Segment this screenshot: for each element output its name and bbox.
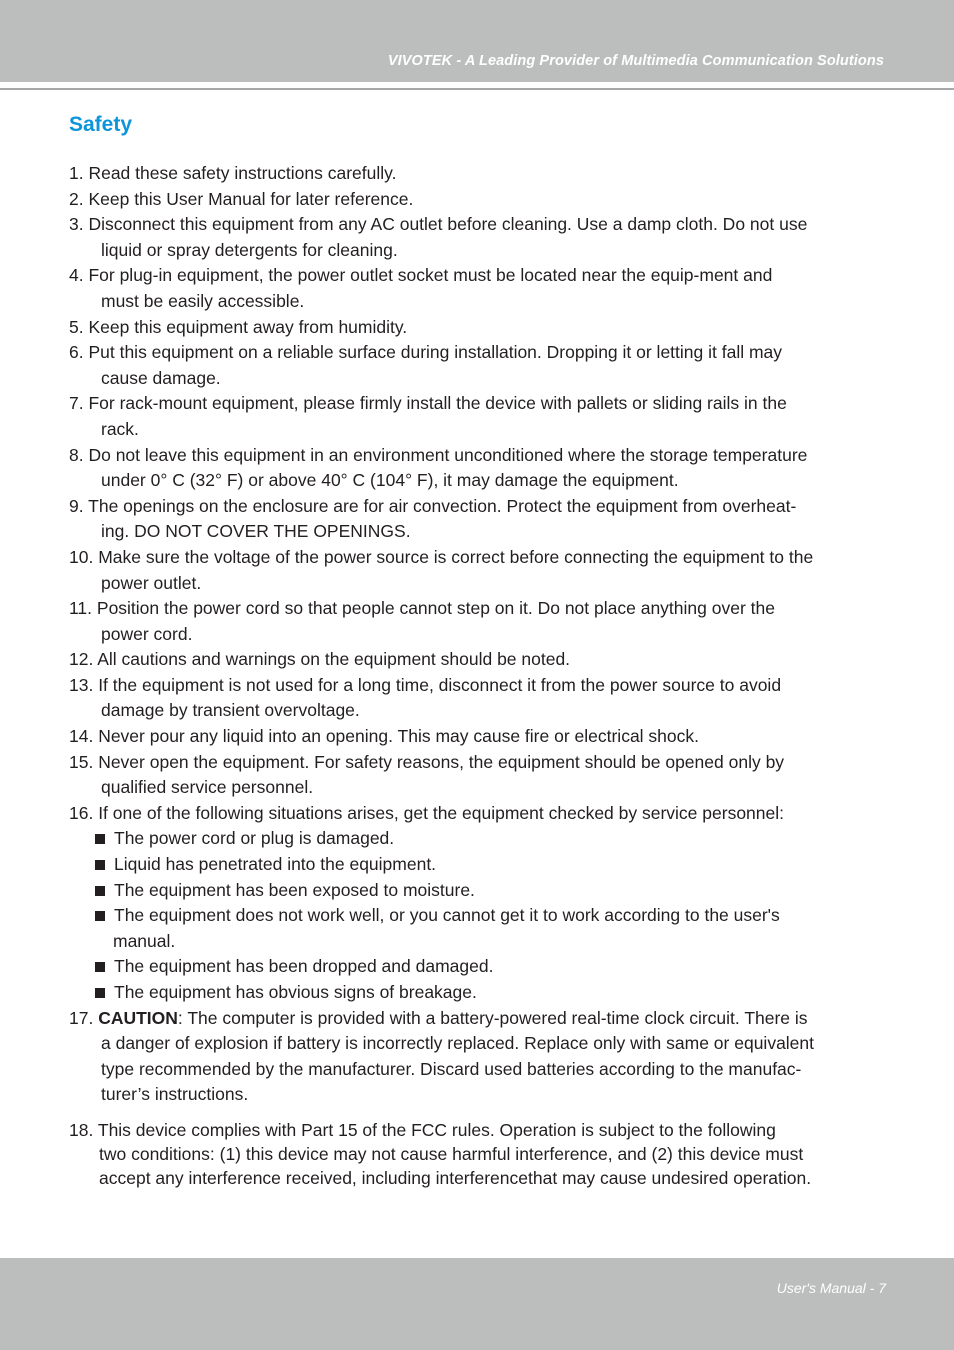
safety-item-1 — [69, 161, 899, 187]
safety-item-13 — [69, 673, 899, 724]
item-line-continued: qualified service personnel. — [101, 777, 314, 798]
safety-list — [69, 161, 899, 1191]
safety-item-3 — [69, 212, 899, 263]
situation-item — [69, 852, 899, 878]
square-bullet-icon — [95, 860, 105, 870]
item-number: 17. — [69, 1007, 94, 1028]
item-line-continued: ing. DO NOT COVER THE OPENINGS. — [101, 521, 411, 542]
item-line: 10. Make sure the voltage of the power source is correct before connecting the equipment to the — [69, 546, 814, 567]
item-line: 12. All cautions and warnings on the equipment should be noted. — [69, 649, 571, 670]
item-line: 15. Never open the equipment. For safety reasons, the equipment should be opened only by — [69, 751, 785, 772]
caution-text: : The computer is provided with a battery-powered real-time clock circuit. There is — [177, 1007, 808, 1028]
safety-item-6 — [69, 340, 899, 391]
safety-item-4 — [69, 263, 899, 314]
item-line: 9. The openings on the enclosure are for air convection. Protect the equipment from overheat- — [69, 495, 797, 516]
situation-item — [69, 980, 899, 1006]
header-divider — [0, 88, 954, 90]
item-line-continued: under 0° C (32° F) or above 40° C (104° F), it may damage the equipment. — [101, 470, 679, 491]
situation-text: The power cord or plug is damaged. — [114, 828, 395, 849]
item-line-continued: cause damage. — [101, 367, 221, 388]
safety-item-12 — [69, 647, 899, 673]
item-line: 8. Do not leave this equipment in an environment unconditioned where the storage temperature — [69, 444, 808, 465]
safety-item-10 — [69, 545, 899, 596]
situation-text: The equipment has obvious signs of breakage. — [114, 982, 477, 1002]
page-title: Safety — [69, 113, 133, 136]
square-bullet-icon — [95, 886, 105, 896]
situation-item — [69, 878, 899, 904]
item-line: 2. Keep this User Manual for later reference. — [69, 188, 414, 209]
caution-label: CAUTION — [98, 1007, 178, 1028]
safety-item-17 — [69, 1006, 899, 1108]
situation-item — [69, 826, 899, 852]
item-line-continued: damage by transient overvoltage. — [101, 700, 360, 721]
item-line-continued: must be easily accessible. — [101, 290, 305, 311]
page-number: User's Manual - 7 — [776, 1280, 886, 1296]
situation-item — [69, 903, 899, 954]
safety-item-14 — [69, 724, 899, 750]
square-bullet-icon — [95, 834, 105, 844]
item-line-continued: type recommended by the manufacturer. Discard used batteries according to the manufac- — [101, 1058, 802, 1079]
situation-text-continued: manual. — [113, 930, 176, 951]
situation-text: The equipment has been dropped and damaged. — [114, 956, 494, 977]
safety-item-16 — [69, 801, 899, 827]
item-line: 5. Keep this equipment away from humidity. — [69, 316, 408, 337]
item-line: 7. For rack-mount equipment, please firmly install the device with pallets or sliding rails in the — [69, 393, 787, 414]
situation-text: The equipment has been exposed to moisture. — [114, 879, 475, 900]
safety-item-18 — [69, 1118, 899, 1191]
item-line: 4. For plug-in equipment, the power outlet socket must be located near the equip-ment and — [69, 265, 773, 286]
item-line-continued: two conditions: (1) this device may not cause harmful interference, and (2) this device must — [99, 1144, 804, 1165]
item-line-continued: power cord. — [101, 623, 193, 644]
situation-item — [69, 954, 899, 980]
square-bullet-icon — [95, 911, 105, 921]
item-line-continued: a danger of explosion if battery is incorrectly replaced. Replace only with same or equivalent — [101, 1033, 815, 1054]
footer-band — [0, 1258, 954, 1350]
safety-item-11 — [69, 596, 899, 647]
item-line: 18. This device complies with Part 15 of the FCC rules. Operation is subject to the following — [69, 1119, 776, 1140]
item-line: 13. If the equipment is not used for a long time, disconnect it from the power source to avoid — [69, 674, 782, 695]
square-bullet-icon — [95, 962, 105, 972]
item-line: 16. If one of the following situations arises, get the equipment checked by service personnel: — [69, 802, 785, 823]
item-line-continued: liquid or spray detergents for cleaning. — [101, 239, 398, 260]
situation-text: The equipment does not work well, or you cannot get it to work according to the user's — [114, 905, 780, 926]
item-line-continued: rack. — [101, 418, 139, 439]
safety-item-2 — [69, 187, 899, 213]
item-line: 6. Put this equipment on a reliable surface during installation. Dropping it or letting it fall may — [69, 342, 783, 363]
item-line: 14. Never pour any liquid into an opening. This may cause fire or electrical shock. — [69, 726, 700, 747]
item-line-continued: turer’s instructions. — [101, 1084, 249, 1105]
item-line: 1. Read these safety instructions carefully. — [69, 163, 397, 183]
safety-item-15 — [69, 750, 899, 801]
safety-item-7 — [69, 391, 899, 442]
situation-text: Liquid has penetrated into the equipment. — [114, 854, 437, 875]
header-band — [0, 0, 954, 82]
item-line-continued: power outlet. — [101, 572, 202, 593]
item-line: 3. Disconnect this equipment from any AC outlet before cleaning. Use a damp cloth. Do not use — [69, 214, 808, 235]
safety-item-9 — [69, 494, 899, 545]
header-tagline: VIVOTEK - A Leading Provider of Multimedia Communication Solutions — [387, 53, 884, 69]
safety-item-8 — [69, 443, 899, 494]
item-line-continued: accept any interference received, including interferencethat may cause undesired operation. — [99, 1168, 812, 1189]
square-bullet-icon — [95, 988, 105, 998]
item-line: 11. Position the power cord so that people cannot step on it. Do not place anything over the — [69, 598, 775, 619]
safety-item-5 — [69, 315, 899, 341]
